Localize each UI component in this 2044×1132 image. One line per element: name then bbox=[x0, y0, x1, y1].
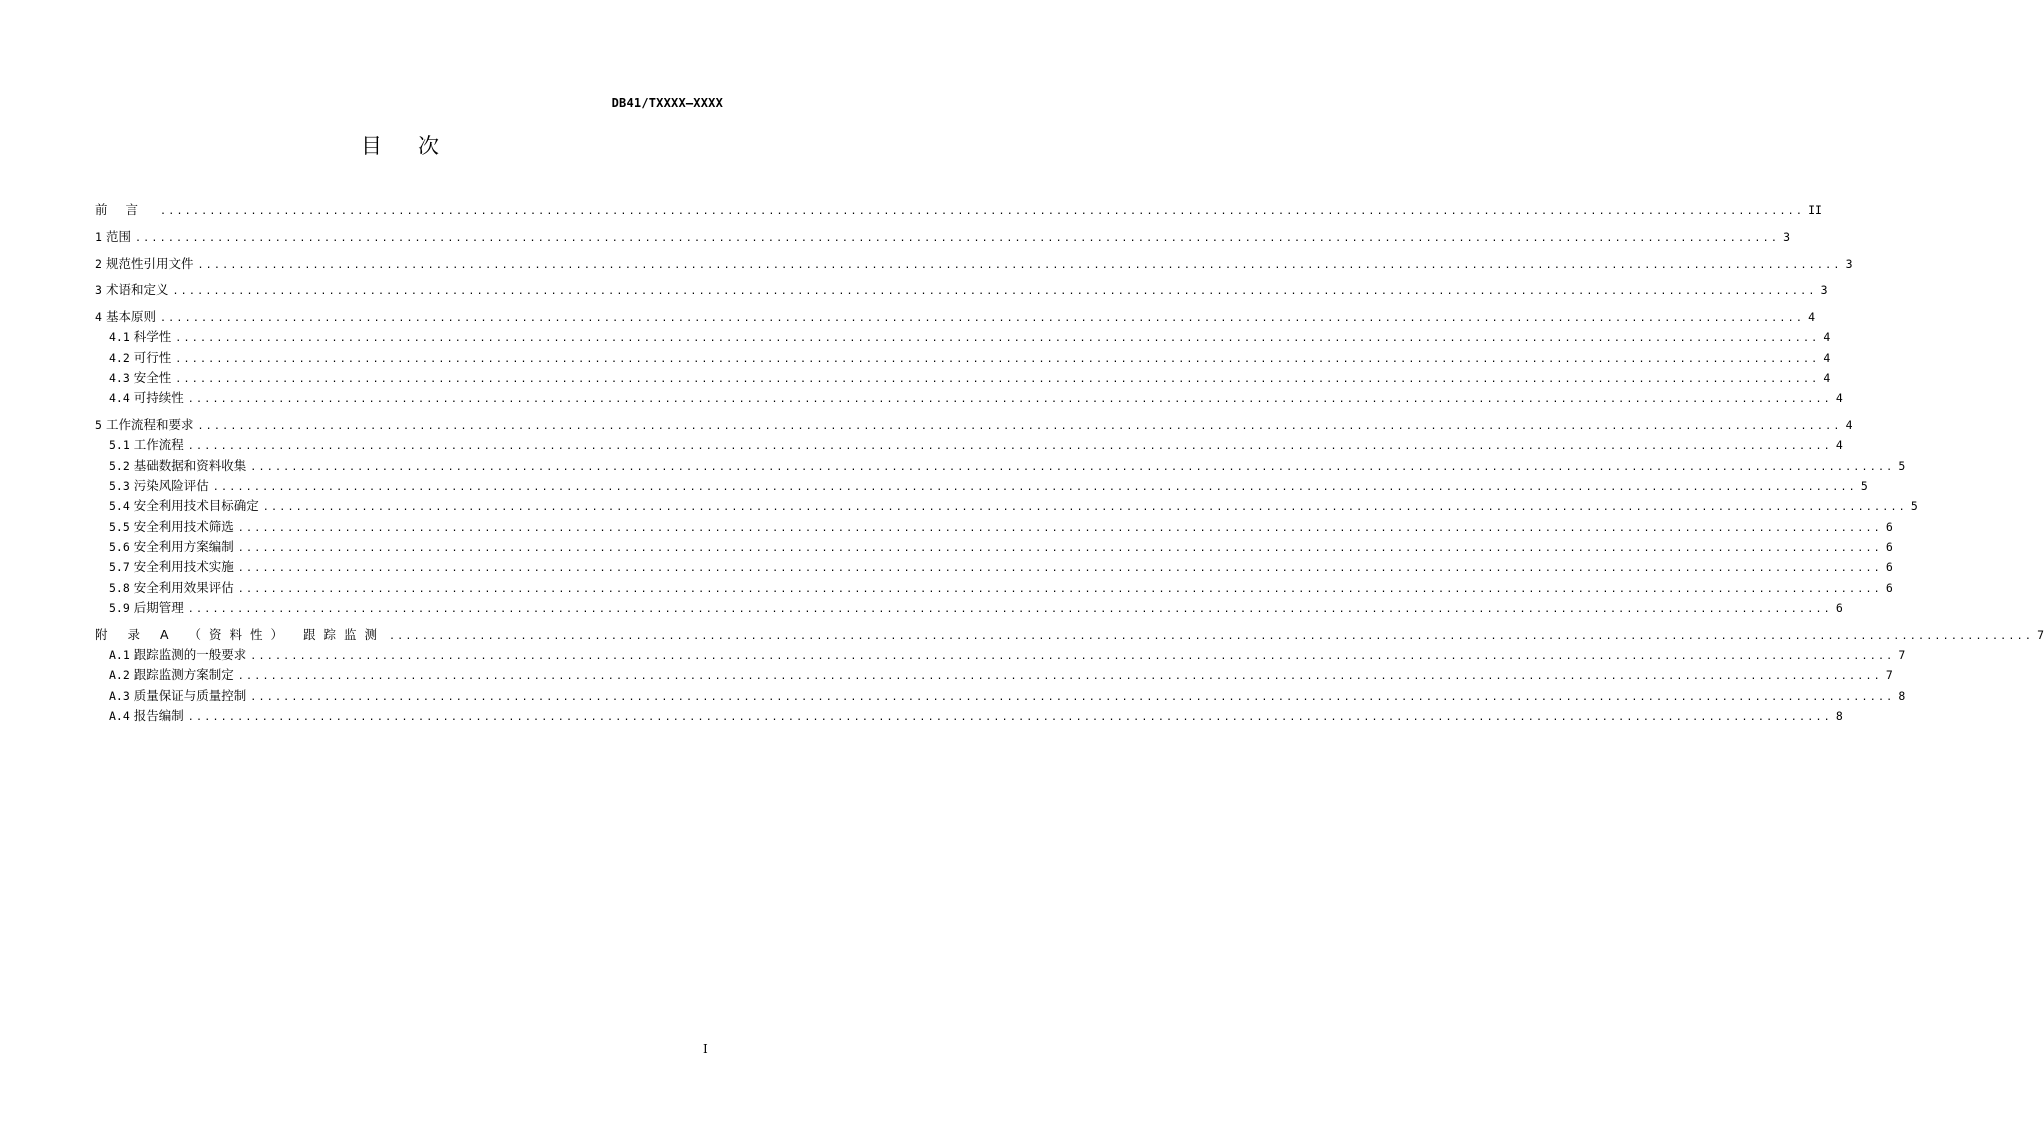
toc-leader-dots: ........................................................................................................................................................................................................ bbox=[197, 421, 1842, 433]
toc-leader-dots: ........................................................................................................................................................................................................ bbox=[175, 353, 1820, 365]
toc-leader-dots: ........................................................................................................................................................................................................ bbox=[250, 650, 1895, 662]
toc-entry-page: 3 bbox=[1820, 283, 1828, 298]
toc-entry-number: 5.2 bbox=[109, 458, 130, 473]
toc-entry-page: 6 bbox=[1885, 580, 1893, 595]
toc-entry-text: 基础数据和资料收集 bbox=[133, 457, 247, 473]
toc-entry-number: 4.3 bbox=[109, 371, 130, 386]
toc-entry-page: 7 bbox=[2037, 627, 2044, 642]
toc-entry[interactable] bbox=[95, 706, 1843, 726]
toc-entry-page: 6 bbox=[1885, 560, 1893, 575]
toc-leader-dots: ........................................................................................................................................................................................................ bbox=[175, 374, 1820, 386]
toc-entry-text: 工作流程和要求 bbox=[105, 417, 194, 433]
toc-entry-text: 安全利用技术实施 bbox=[133, 559, 234, 575]
toc-entry-page: 3 bbox=[1783, 229, 1790, 244]
toc-entry[interactable] bbox=[95, 327, 1831, 347]
toc-entry-label bbox=[109, 557, 234, 577]
toc-entry-page: 6 bbox=[1885, 539, 1893, 554]
toc-entry-label bbox=[95, 254, 193, 274]
toc-entry-label bbox=[109, 476, 209, 496]
toc-entry-page: 5 bbox=[1910, 499, 1918, 514]
toc-leader-dots: ........................................................................................................................................................................................................ bbox=[237, 671, 1882, 683]
toc-entry-text: 跟踪监测的一般要求 bbox=[133, 646, 247, 662]
toc-entry[interactable] bbox=[95, 496, 1918, 516]
toc-entry[interactable] bbox=[95, 476, 1868, 496]
toc-entry-page: 4 bbox=[1823, 371, 1831, 386]
toc-entry-label bbox=[109, 327, 171, 347]
toc-entry-page: 4 bbox=[1823, 350, 1831, 365]
toc-entry-label bbox=[109, 368, 171, 388]
toc-leader-dots: ........................................................................................................................................................................................................ bbox=[187, 394, 1832, 406]
toc-entry-number: 5.4 bbox=[109, 499, 130, 514]
toc-entry-page: 3 bbox=[1845, 256, 1853, 271]
toc-entry[interactable] bbox=[95, 625, 2044, 645]
toc-entry-page: 7 bbox=[1898, 647, 1906, 662]
toc-entry-text: 工作流程 bbox=[133, 437, 184, 453]
toc-entry-number: 4.4 bbox=[109, 391, 130, 406]
toc-leader-dots: ........................................................................................................................................................................................................ bbox=[187, 603, 1832, 615]
toc-leader-dots: ........................................................................................................................................................................................................ bbox=[250, 461, 1895, 473]
toc-entry-label bbox=[109, 665, 234, 685]
toc-entry-number: A.1 bbox=[109, 647, 130, 662]
toc-entry-number: 5.5 bbox=[109, 519, 130, 534]
toc-entry-number: 1 bbox=[95, 229, 102, 244]
toc-entry-number: A.3 bbox=[109, 688, 130, 703]
toc-entry[interactable] bbox=[95, 388, 1843, 408]
toc-entry-page: 4 bbox=[1835, 438, 1843, 453]
toc-entry-text: 范围 bbox=[105, 228, 131, 244]
toc-entry-page: II bbox=[1808, 203, 1822, 217]
toc-entry-page: 6 bbox=[1835, 600, 1843, 615]
toc-entry-text: 基本原则 bbox=[105, 309, 156, 325]
toc-entry-label bbox=[95, 200, 156, 220]
toc-entry-number: 2 bbox=[95, 256, 102, 271]
toc-leader-dots: ........................................................................................................................................................................................................ bbox=[159, 313, 1805, 325]
toc-entry[interactable] bbox=[95, 598, 1843, 618]
toc-leader-dots: ........................................................................................................................................................................................................ bbox=[160, 206, 1805, 217]
toc-entry[interactable] bbox=[95, 456, 1906, 476]
toc-entry-text: 质量保证与质量控制 bbox=[133, 687, 247, 703]
toc-entry-label bbox=[109, 348, 171, 368]
toc-entry-text: 可行性 bbox=[133, 349, 172, 365]
toc-entry-number: 4.2 bbox=[109, 350, 130, 365]
toc-entry-number: 4.1 bbox=[109, 330, 130, 345]
toc-entry-text: 安全利用技术筛选 bbox=[133, 518, 234, 534]
toc-entry-page: 5 bbox=[1898, 458, 1906, 473]
toc-entry[interactable] bbox=[95, 200, 1822, 220]
toc-entry-number: 5.3 bbox=[109, 479, 130, 494]
toc-entry-label bbox=[95, 625, 385, 645]
toc-leader-dots: ........................................................................................................................................................................................................ bbox=[187, 441, 1832, 453]
toc-entry-page: 4 bbox=[1835, 391, 1843, 406]
toc-entry-label bbox=[95, 227, 131, 247]
toc-entry-label bbox=[109, 435, 184, 455]
toc-entry-text: 附 录 A （资料性） 跟踪监测 bbox=[95, 626, 385, 642]
toc-leader-dots: ........................................................................................................................................................................................................ bbox=[187, 711, 1832, 723]
toc-entry[interactable] bbox=[95, 254, 1853, 274]
toc-entry-text: 规范性引用文件 bbox=[105, 255, 194, 271]
toc-entry-label bbox=[95, 307, 156, 327]
toc-entry-number: 5.8 bbox=[109, 580, 130, 595]
toc-leader-dots: ........................................................................................................................................................................................................ bbox=[388, 630, 2034, 642]
toc-entry-number: A.2 bbox=[109, 668, 130, 683]
toc-entry[interactable] bbox=[95, 280, 1828, 300]
toc-entry-number: 5.1 bbox=[109, 438, 130, 453]
toc-entry-label bbox=[109, 517, 234, 537]
toc-entry-label bbox=[109, 578, 234, 598]
toc-entry-text: 跟踪监测方案制定 bbox=[133, 667, 234, 683]
toc-entry-text: 术语和定义 bbox=[105, 282, 169, 298]
toc-entry-label bbox=[109, 496, 259, 516]
toc-leader-dots: ........................................................................................................................................................................................................ bbox=[237, 563, 1882, 575]
toc-entry[interactable] bbox=[95, 517, 1893, 537]
toc-entry-label bbox=[95, 280, 168, 300]
toc-entry-text: 安全性 bbox=[133, 370, 172, 386]
toc-entry-text: 安全利用方案编制 bbox=[133, 538, 234, 554]
toc-entry-number: 4 bbox=[95, 310, 102, 325]
toc-leader-dots: ........................................................................................................................................................................................................ bbox=[172, 286, 1817, 298]
toc-entry-page: 8 bbox=[1898, 688, 1906, 703]
toc-entry-page: 4 bbox=[1808, 310, 1815, 325]
toc-entry-label bbox=[109, 706, 184, 726]
toc-entry[interactable] bbox=[95, 665, 1893, 685]
toc-leader-dots: ........................................................................................................................................................................................................ bbox=[212, 482, 1857, 494]
toc-entry[interactable] bbox=[95, 368, 1831, 388]
page-title: 目次 bbox=[361, 134, 475, 158]
toc-entry[interactable] bbox=[95, 686, 1906, 706]
toc-entry-label bbox=[109, 598, 184, 618]
page-number: I bbox=[703, 1042, 708, 1056]
toc-entry-page: 5 bbox=[1860, 479, 1868, 494]
toc-leader-dots: ........................................................................................................................................................................................................ bbox=[175, 333, 1820, 345]
toc-entry-text: 安全利用效果评估 bbox=[133, 579, 234, 595]
toc-leader-dots: ........................................................................................................................................................................................................ bbox=[237, 583, 1882, 595]
toc-entry-number: 5.9 bbox=[109, 600, 130, 615]
toc-entry-text: 科学性 bbox=[133, 329, 172, 345]
toc-entry-label bbox=[109, 686, 246, 706]
toc-entry[interactable] bbox=[95, 578, 1893, 598]
toc-entry-label bbox=[109, 645, 246, 665]
toc-entry-label bbox=[109, 388, 184, 408]
toc-entry[interactable] bbox=[95, 435, 1843, 455]
toc-leader-dots: ........................................................................................................................................................................................................ bbox=[134, 232, 1780, 244]
toc-entry[interactable] bbox=[95, 348, 1831, 368]
toc-entry[interactable] bbox=[95, 227, 1790, 247]
toc-leader-dots: ........................................................................................................................................................................................................ bbox=[197, 259, 1842, 271]
toc-entry-text: 可持续性 bbox=[133, 390, 184, 406]
toc-entry-text: 报告编制 bbox=[133, 707, 184, 723]
toc-leader-dots: ........................................................................................................................................................................................................ bbox=[250, 691, 1895, 703]
toc-entry-number: 5.6 bbox=[109, 539, 130, 554]
toc-entry-page: 6 bbox=[1885, 519, 1893, 534]
toc-entry[interactable] bbox=[95, 537, 1893, 557]
toc-entry[interactable] bbox=[95, 645, 1906, 665]
toc-entry-number: 5.7 bbox=[109, 560, 130, 575]
toc-entry-text: 前言 bbox=[95, 202, 157, 217]
toc-entry-number: 5 bbox=[95, 418, 102, 433]
table-of-contents bbox=[95, 200, 2044, 726]
toc-entry[interactable] bbox=[95, 415, 1853, 435]
toc-entry-label bbox=[95, 415, 193, 435]
toc-entry-page: 8 bbox=[1835, 708, 1843, 723]
toc-entry-number: 3 bbox=[95, 283, 102, 298]
toc-entry-text: 安全利用技术目标确定 bbox=[133, 498, 259, 514]
toc-entry-label bbox=[109, 456, 246, 476]
toc-leader-dots: ........................................................................................................................................................................................................ bbox=[237, 522, 1882, 534]
toc-entry-page: 4 bbox=[1845, 418, 1853, 433]
toc-entry-page: 7 bbox=[1885, 668, 1893, 683]
toc-entry-number: A.4 bbox=[109, 708, 130, 723]
toc-entry[interactable] bbox=[95, 557, 1893, 577]
toc-entry-text: 后期管理 bbox=[133, 599, 184, 615]
toc-entry-page: 4 bbox=[1823, 330, 1831, 345]
document-code: DB41/TXXXX—XXXX bbox=[611, 96, 723, 110]
toc-entry[interactable] bbox=[95, 307, 1815, 327]
toc-entry-label bbox=[109, 537, 234, 557]
toc-leader-dots: ........................................................................................................................................................................................................ bbox=[237, 542, 1882, 554]
toc-leader-dots: ........................................................................................................................................................................................................ bbox=[262, 502, 1907, 514]
toc-entry-text: 污染风险评估 bbox=[133, 478, 209, 494]
